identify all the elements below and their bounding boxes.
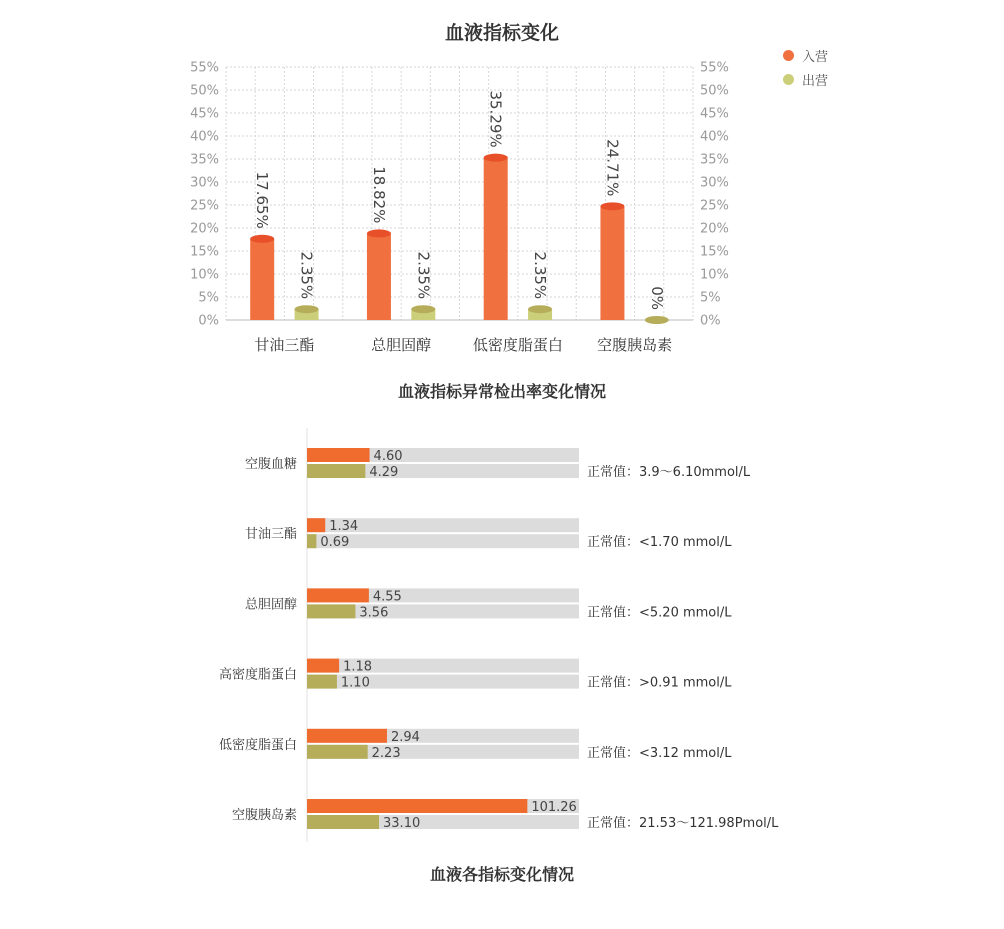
- y-tick-label-left: 35%: [190, 152, 219, 168]
- y-tick-label-right: 50%: [700, 83, 729, 99]
- bar-value-label: 4.55: [372, 589, 402, 605]
- bar-fill: [307, 745, 368, 759]
- x-tick-label: 总胆固醇: [371, 336, 432, 354]
- bar-fill: [307, 588, 369, 602]
- y-tick-label-left: 15%: [190, 244, 219, 260]
- y-tick-label-right: 55%: [700, 60, 729, 76]
- y-tick-label-left: 5%: [198, 290, 219, 306]
- bar-value-label: 3.56: [359, 605, 389, 621]
- category-label: 总胆固醇: [244, 597, 297, 613]
- bar-value-label: 1.10: [340, 675, 370, 691]
- bar-data-label: 2.35%: [414, 251, 433, 300]
- normal-range-label: 正常值：<5.20 mmol/L: [587, 605, 732, 621]
- normal-range-label: 正常值：<1.70 mmol/L: [587, 535, 732, 551]
- bar-fill: [307, 729, 387, 743]
- y-tick-label-right: 0%: [700, 313, 721, 329]
- bar-fill: [307, 464, 365, 478]
- bar-fill: [307, 448, 370, 462]
- normal-range-label: 正常值：21.53～121.98Pmol/L: [587, 816, 779, 831]
- bar-value-label: 1.18: [343, 659, 373, 675]
- x-tick-label: 低密度脂蛋白: [472, 336, 563, 354]
- x-tick-label: 空腹胰岛素: [597, 336, 673, 354]
- legend-exit-label: 出营: [802, 74, 829, 89]
- chart2-title: 血液指标异常检出率变化情况: [397, 382, 606, 401]
- category-label: 空腹血糖: [244, 457, 297, 472]
- y-tick-label-right: 35%: [700, 152, 729, 168]
- bar-fill: [307, 604, 355, 618]
- chart2-horizontal-bar-chart: [0, 420, 1004, 850]
- x-tick-label: 甘油三酯: [254, 336, 315, 354]
- y-tick-label-left: 20%: [190, 221, 219, 237]
- y-tick-label-right: 45%: [700, 106, 729, 122]
- bar-data-label: 0%: [647, 286, 666, 310]
- bar-data-label: 24.71%: [603, 139, 622, 197]
- category-label: 空腹胰岛素: [231, 808, 297, 823]
- bar-fill: [307, 799, 527, 813]
- y-tick-label-left: 0%: [198, 313, 219, 329]
- bar-cap: [367, 229, 391, 237]
- bar-data-label: 2.35%: [297, 251, 316, 300]
- bar-data-label: 18.82%: [369, 166, 388, 224]
- bar-body: [484, 158, 508, 320]
- bar-cap: [600, 202, 624, 210]
- chart1-vertical-bar-chart: [0, 0, 1004, 370]
- bar-value-label: 2.94: [390, 729, 420, 745]
- normal-range-label: 正常值：>0.91 mmol/L: [587, 675, 732, 691]
- bar-body: [250, 239, 274, 320]
- category-label: 低密度脂蛋白: [218, 737, 297, 753]
- bar-value-label: 101.26: [531, 800, 577, 815]
- bar-fill: [307, 659, 339, 673]
- bar-value-label: 2.23: [371, 745, 401, 761]
- chart1-title: 血液指标变化: [444, 22, 559, 44]
- normal-range-label: 正常值：<3.12 mmol/L: [587, 745, 732, 761]
- y-tick-label-right: 25%: [700, 198, 729, 214]
- category-label: 甘油三酯: [244, 527, 297, 543]
- y-tick-label-right: 20%: [700, 221, 729, 237]
- bar-body: [367, 233, 391, 320]
- y-tick-label-left: 55%: [190, 60, 219, 76]
- bar-fill: [307, 675, 337, 689]
- bar-cap: [484, 154, 508, 162]
- bar-value-label: 4.29: [369, 465, 399, 480]
- normal-range-label: 正常值：3.9～6.10mmol/L: [587, 465, 751, 480]
- bar-value-label: 33.10: [383, 816, 421, 831]
- category-label: 高密度脂蛋白: [218, 667, 297, 683]
- bar-cap: [250, 235, 274, 243]
- bar-value-label: 4.60: [373, 449, 403, 464]
- bar-cap: [295, 305, 319, 313]
- y-tick-label-left: 10%: [190, 267, 219, 283]
- y-tick-label-left: 40%: [190, 129, 219, 145]
- y-tick-label-right: 5%: [700, 290, 721, 306]
- y-tick-label-left: 45%: [190, 106, 219, 122]
- bar-value-label: 0.69: [320, 535, 350, 551]
- y-tick-label-right: 40%: [700, 129, 729, 145]
- bar-fill: [307, 815, 379, 829]
- bar-cap: [645, 316, 669, 324]
- bar-body: [600, 206, 624, 320]
- y-tick-label-right: 15%: [700, 244, 729, 260]
- y-tick-label-right: 10%: [700, 267, 729, 283]
- bar-data-label: 2.35%: [531, 251, 550, 300]
- bar-data-label: 17.65%: [253, 171, 272, 229]
- y-tick-label-left: 50%: [190, 83, 219, 99]
- bar-fill: [307, 534, 316, 548]
- y-tick-label-left: 30%: [190, 175, 219, 191]
- y-tick-label-right: 30%: [700, 175, 729, 191]
- bar-fill: [307, 518, 325, 532]
- bar-value-label: 1.34: [329, 519, 359, 535]
- chart3-title: 血液各指标变化情况: [429, 865, 574, 884]
- bar-cap: [411, 305, 435, 313]
- legend-entry-label: 入营: [802, 50, 829, 65]
- y-tick-label-left: 25%: [190, 198, 219, 214]
- bar-data-label: 35.29%: [486, 90, 505, 148]
- bar-cap: [528, 305, 552, 313]
